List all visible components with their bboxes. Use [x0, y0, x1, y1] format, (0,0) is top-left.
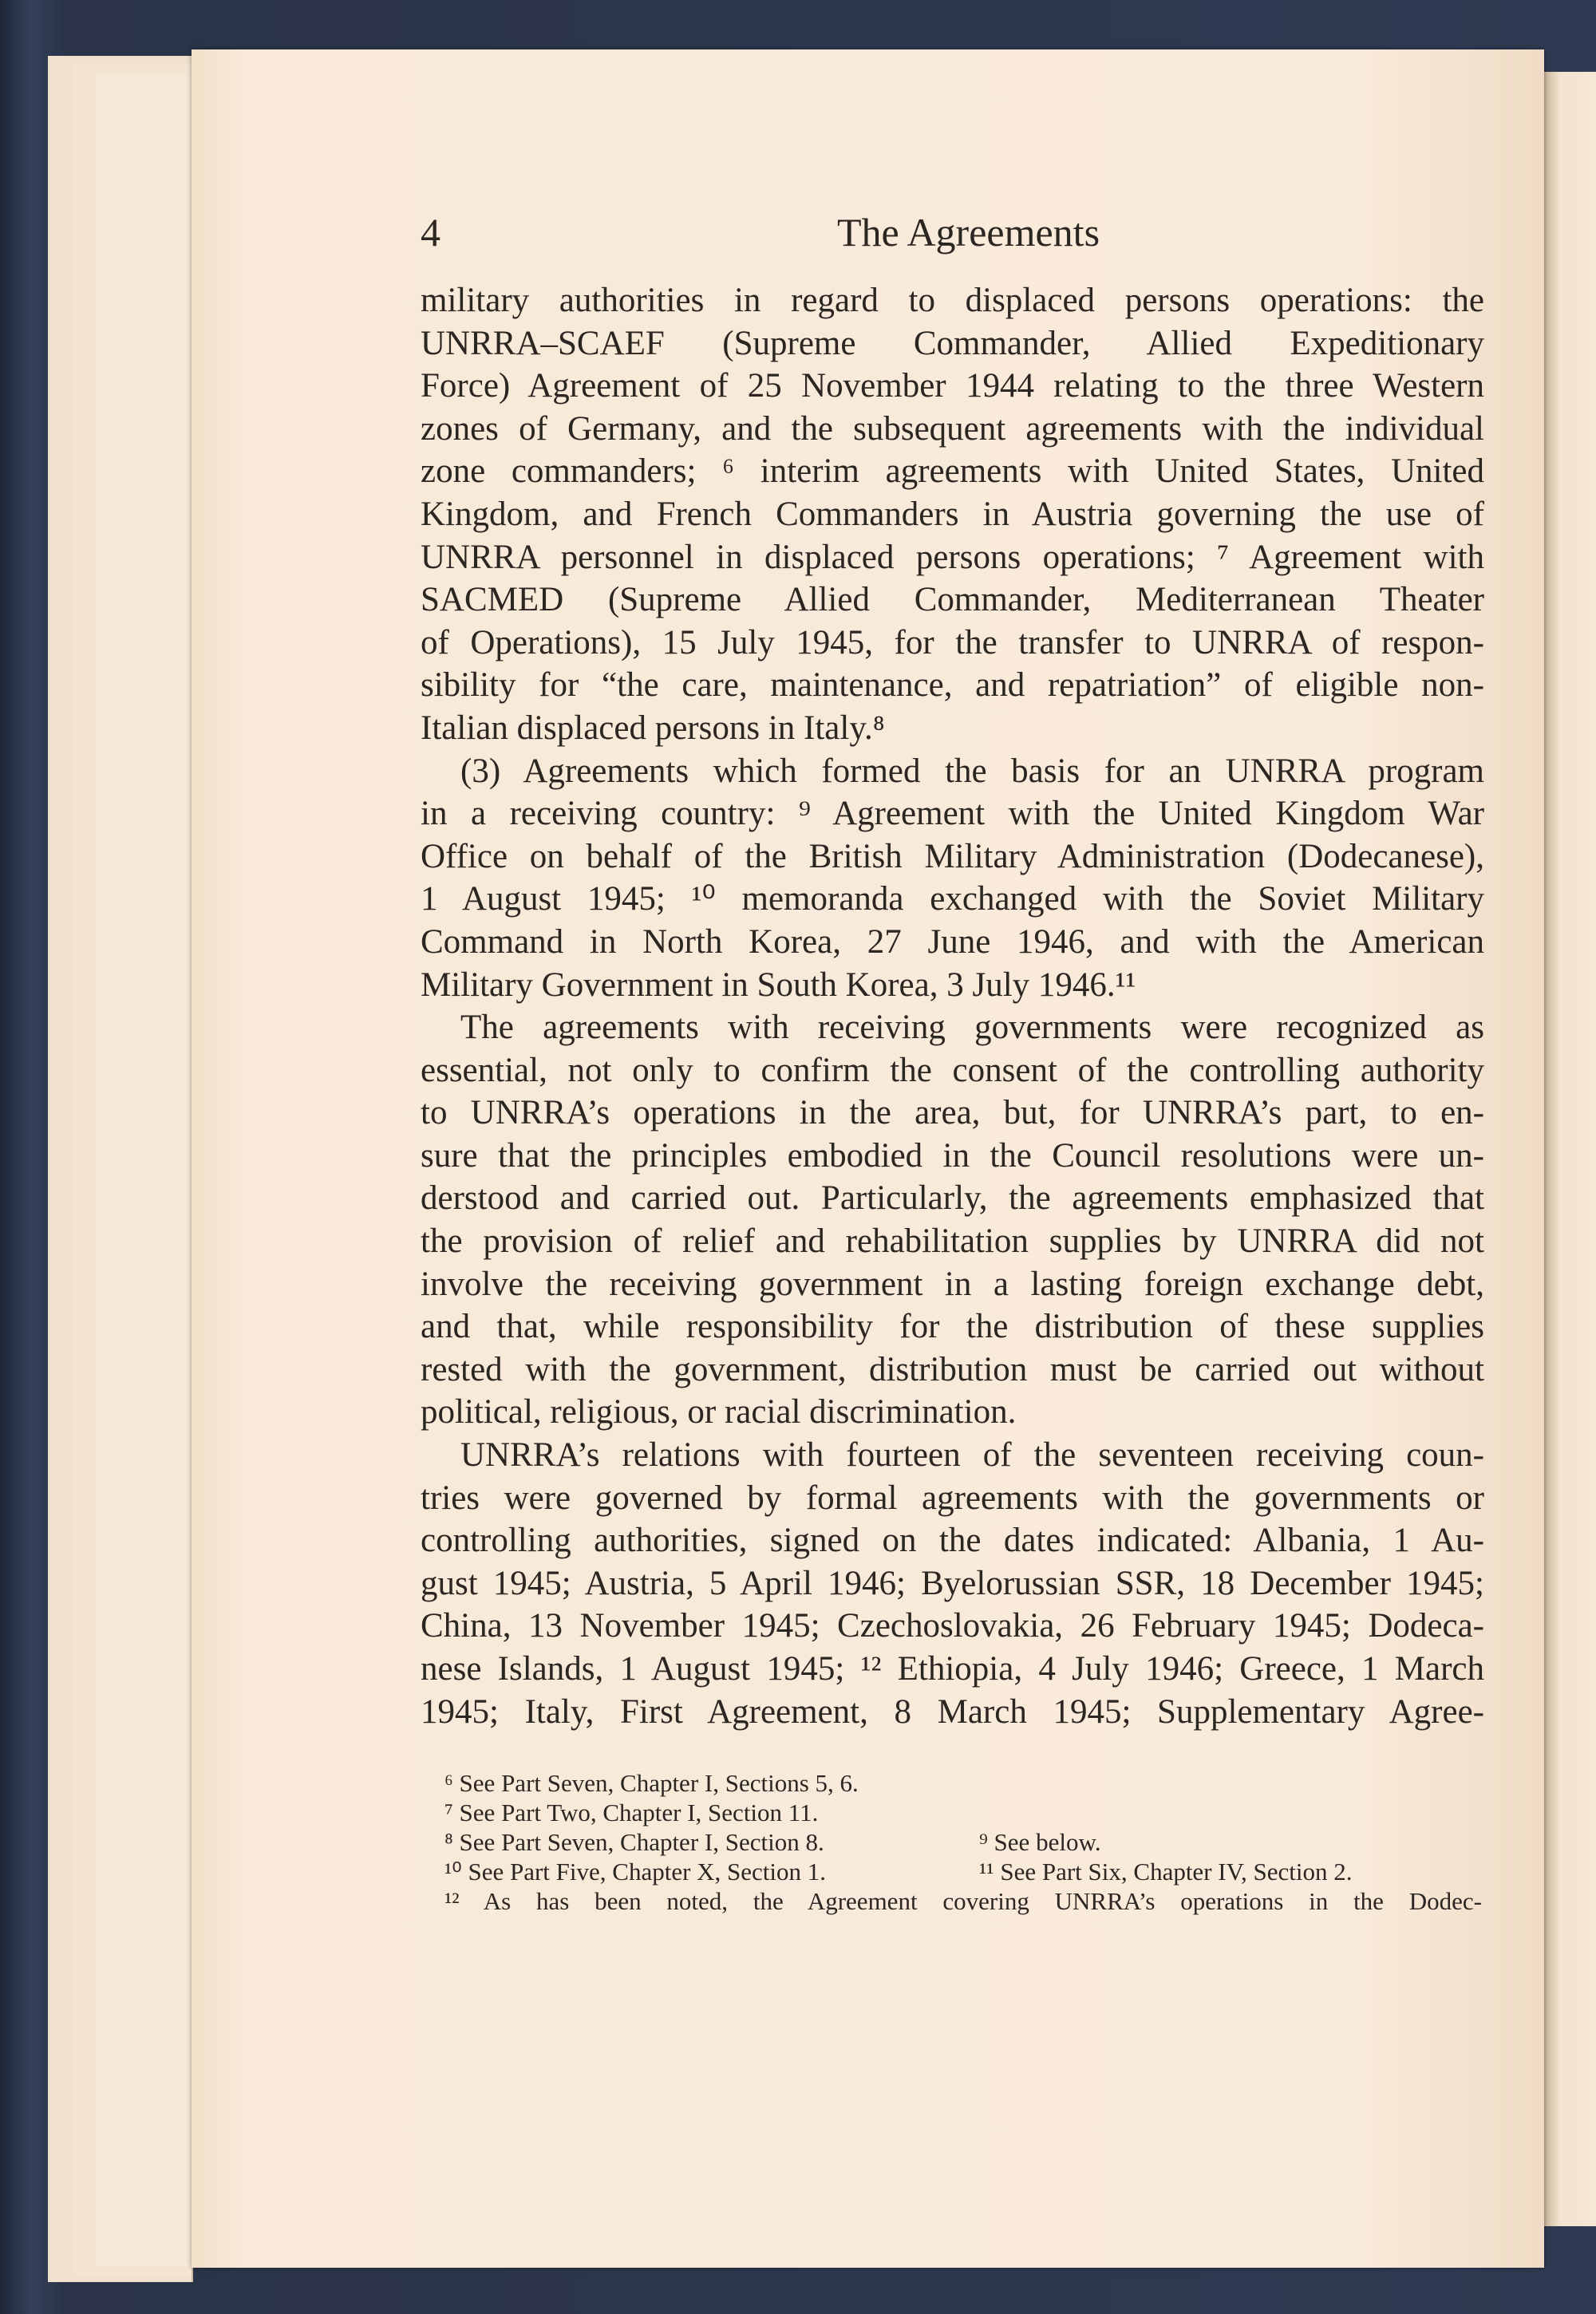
paragraph	[421, 279, 1484, 750]
text-line: derstood and carried out. Particularly, the agreements emphasized that	[421, 1179, 1484, 1218]
text-line: and that, while responsibility for the distribution of these supplies	[421, 1308, 1484, 1346]
paragraph	[421, 1434, 1484, 1733]
text-line: gust 1945; Austria, 5 April 1946; Byelorussian SSR, 18 December 1945;	[421, 1564, 1484, 1602]
running-header	[421, 209, 1484, 257]
text-line: zones of Germany, and the subsequent agreements with the individual	[421, 409, 1484, 448]
text-line: (3) Agreements which formed the basis for an UNRRA program	[460, 752, 1484, 790]
text-line: Italian displaced persons in Italy.⁸	[421, 709, 885, 747]
text-line: essential, not only to confirm the consent of the controlling authority	[421, 1051, 1484, 1089]
text-line: involve the receiving government in a lasting foreign exchange debt,	[421, 1265, 1484, 1303]
text-line: of Operations), 15 July 1945, for the transfer to UNRRA of respon-	[421, 623, 1484, 661]
text-line: Military Government in South Korea, 3 July 1946.¹¹	[421, 965, 1136, 1004]
page-edges	[96, 72, 193, 2266]
footnote-7: ⁷ See Part Two, Chapter I, Section 11.	[444, 1799, 819, 1826]
text-line: Kingdom, and French Commanders in Austria governing the use of	[421, 495, 1484, 533]
text-line: military authorities in regard to displaced persons operations: the	[421, 282, 1484, 319]
footnote-6: ⁶ See Part Seven, Chapter I, Sections 5, 6.	[444, 1769, 859, 1797]
text-line: UNRRA personnel in displaced persons operations; ⁷ Agreement with	[421, 538, 1484, 576]
text-line: the provision of relief and rehabilitation supplies by UNRRA did not	[421, 1222, 1484, 1261]
footnotes	[444, 1768, 1482, 1916]
page-number: 4	[421, 210, 440, 255]
footnote-11: ¹¹ See Part Six, Chapter IV, Section 2.	[979, 1858, 1353, 1886]
text-line: SACMED (Supreme Allied Commander, Mediterranean Theater	[421, 581, 1484, 619]
text-line: controlling authorities, signed on the dates indicated: Albania, 1 Au-	[421, 1522, 1484, 1560]
next-page-edge	[1544, 72, 1596, 2226]
text-line: Force) Agreement of 25 November 1944 relating to the three Western	[421, 367, 1484, 405]
text-line: nese Islands, 1 August 1945; ¹² Ethiopia, 4 July 1946; Greece, 1 March	[421, 1650, 1484, 1688]
text-line: tries were governed by formal agreements with the governments or	[421, 1479, 1484, 1517]
footnote-8: ⁸ See Part Seven, Chapter I, Section 8.	[444, 1828, 824, 1856]
footnote-12: ¹² As has been noted, the Agreement covering UNRRA’s operations in the Dodec-	[444, 1887, 1482, 1915]
text-line: in a receiving country: ⁹ Agreement with the United Kingdom War	[421, 795, 1484, 833]
text-line: 1 August 1945; ¹⁰ memoranda exchanged with the Soviet Military	[421, 880, 1484, 918]
text-line: Command in North Korea, 27 June 1946, and with the American	[421, 922, 1484, 961]
text-line: China, 13 November 1945; Czechoslovakia, 26 February 1945; Dodeca-	[421, 1607, 1484, 1645]
text-line: sibility for “the care, maintenance, and repatriation” of eligible non-	[421, 666, 1484, 705]
text-line: sure that the principles embodied in the Council resolutions were un-	[421, 1136, 1484, 1175]
text-line: zone commanders; ⁶ interim agreements with United States, United	[421, 452, 1484, 491]
text-line: UNRRA–SCAEF (Supreme Commander, Allied Expeditionary	[421, 324, 1484, 362]
text-line: rested with the government, distribution must be carried out without	[421, 1350, 1484, 1388]
footnote-9: ⁹ See below.	[979, 1828, 1101, 1856]
text-line: The agreements with receiving governments were recognized as	[460, 1009, 1484, 1047]
paragraph	[421, 750, 1484, 1007]
text-line: to UNRRA’s operations in the area, but, for UNRRA’s part, to en-	[421, 1094, 1484, 1132]
paragraph	[421, 1006, 1484, 1434]
body-text	[421, 279, 1484, 1733]
text-line: 1945; Italy, First Agreement, 8 March 1945; Supplementary Agree-	[421, 1692, 1484, 1731]
text-line: Office on behalf of the British Military Administration (Dodecanese),	[421, 837, 1484, 875]
text-line: UNRRA’s relations with fourteen of the seventeen receiving coun-	[460, 1436, 1484, 1475]
footnote-10: ¹⁰ See Part Five, Chapter X, Section 1.	[444, 1858, 827, 1886]
text-line: political, religious, or racial discrimination.	[421, 1393, 1017, 1431]
running-title: The Agreements	[836, 210, 1100, 255]
